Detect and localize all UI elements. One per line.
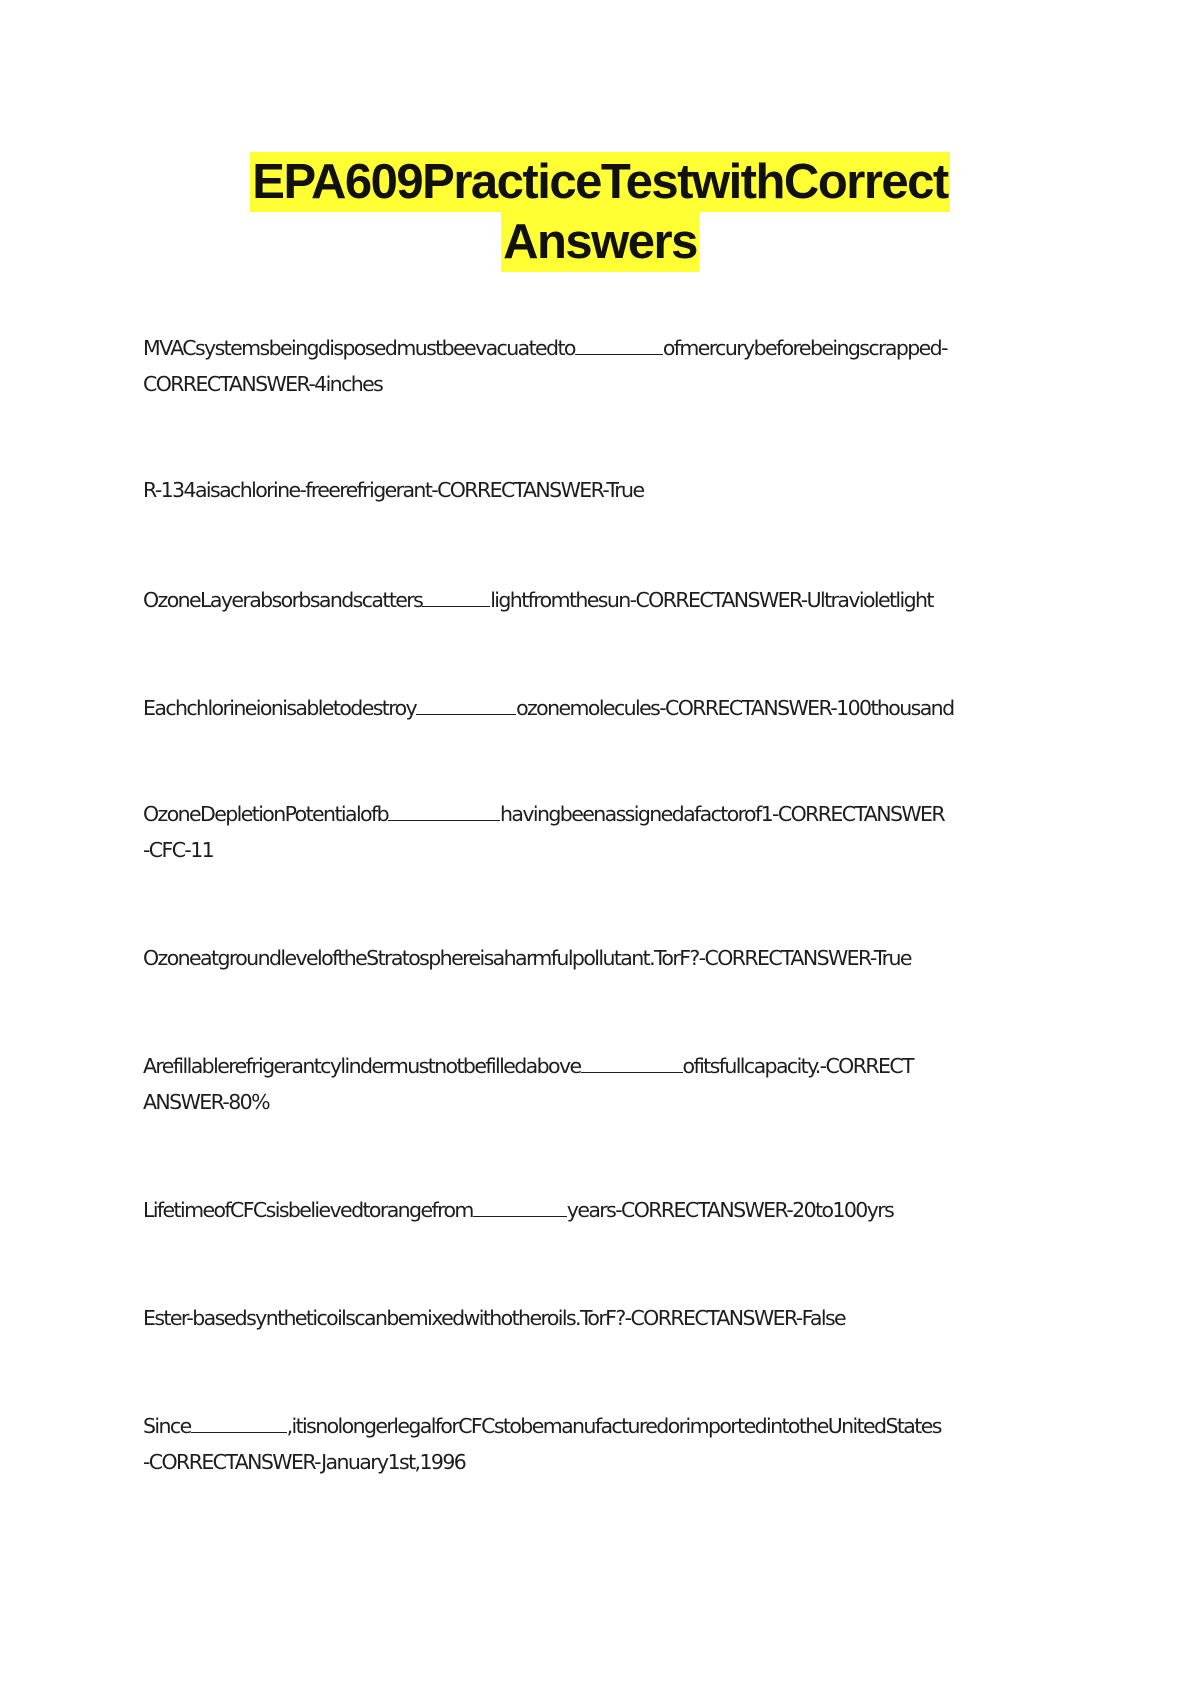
question-text: R-134aisachlorine-freerefrigerant- — [143, 478, 438, 502]
question-item — [143, 1048, 1063, 1120]
correct-answer: CORRECTANSWER-Ultravioletlight — [635, 588, 933, 612]
question-text: Arefillablerefrigerantcylindermustnotbefilledabove — [143, 1054, 581, 1078]
question-text-after: years- — [566, 1198, 621, 1222]
question-text: Since — [143, 1414, 191, 1438]
question-item — [143, 1192, 1063, 1228]
question-text: OzoneDepletionPotentialofb — [143, 802, 389, 826]
question-text-after: ,itisnolongerlegalforCFCstobemanufacturedorimportedintotheUnitedStates — [286, 1414, 941, 1438]
correct-answer: -CFC-11 — [143, 838, 214, 862]
question-text: MVACsystemsbeingdisposedmustbeevacuatedto — [143, 336, 575, 360]
answer-blank — [191, 1410, 287, 1433]
question-item — [143, 582, 1063, 618]
answer-blank — [416, 692, 516, 715]
correct-answer: ANSWER-80% — [143, 1090, 269, 1114]
answer-blank — [581, 1050, 683, 1073]
question-item — [143, 940, 1063, 976]
question-item — [143, 1300, 1063, 1336]
question-item — [143, 1408, 1063, 1480]
question-text: LifetimeofCFCsisbelievedtorangefrom — [143, 1198, 473, 1222]
answer-blank — [575, 332, 663, 355]
correct-answer: CORRECTANSWER-4inches — [143, 372, 383, 396]
correct-answer: CORRECTANSWER-20to100yrs — [621, 1198, 894, 1222]
question-item — [143, 690, 1063, 726]
question-text: Eachchlorineionisabletodestroy — [143, 696, 417, 720]
question-text: OzoneLayerabsorbsandscatters — [143, 588, 423, 612]
question-text-after: ofmercurybeforebeingscrapped- — [662, 336, 947, 360]
answer-blank — [422, 584, 490, 607]
title-line-2: Answers — [501, 212, 699, 272]
document-title — [120, 152, 1080, 272]
question-text: OzoneatgroundleveloftheStratosphereisaharmfulpollutant.TorF?- — [143, 946, 705, 970]
question-text-after: ozonemolecules- — [516, 696, 665, 720]
correct-answer: CORRECTANSWER-True — [437, 478, 644, 502]
correct-answer: -CORRECTANSWER-January1st,1996 — [143, 1450, 466, 1474]
question-item — [143, 796, 1063, 868]
correct-answer: CORRECTANSWER-True — [704, 946, 911, 970]
question-text: Ester-basedsyntheticoilscanbemixedwithotheroils.TorF?- — [143, 1306, 631, 1330]
question-item — [143, 472, 1063, 508]
answer-blank — [473, 1194, 567, 1217]
question-item — [143, 330, 1063, 402]
title-line-1: EPA609PracticeTestwithCorrect — [250, 152, 949, 212]
answer-blank — [388, 798, 500, 821]
correct-answer: CORRECTANSWER-False — [630, 1306, 846, 1330]
correct-answer: CORRECTANSWER-100thousand — [665, 696, 954, 720]
question-text-after: lightfromthesun- — [490, 588, 636, 612]
question-text-after: ofitsfullcapacity.-CORRECT — [682, 1054, 913, 1078]
question-text-after: havingbeenassignedafactorof1-CORRECTANSWER — [500, 802, 945, 826]
